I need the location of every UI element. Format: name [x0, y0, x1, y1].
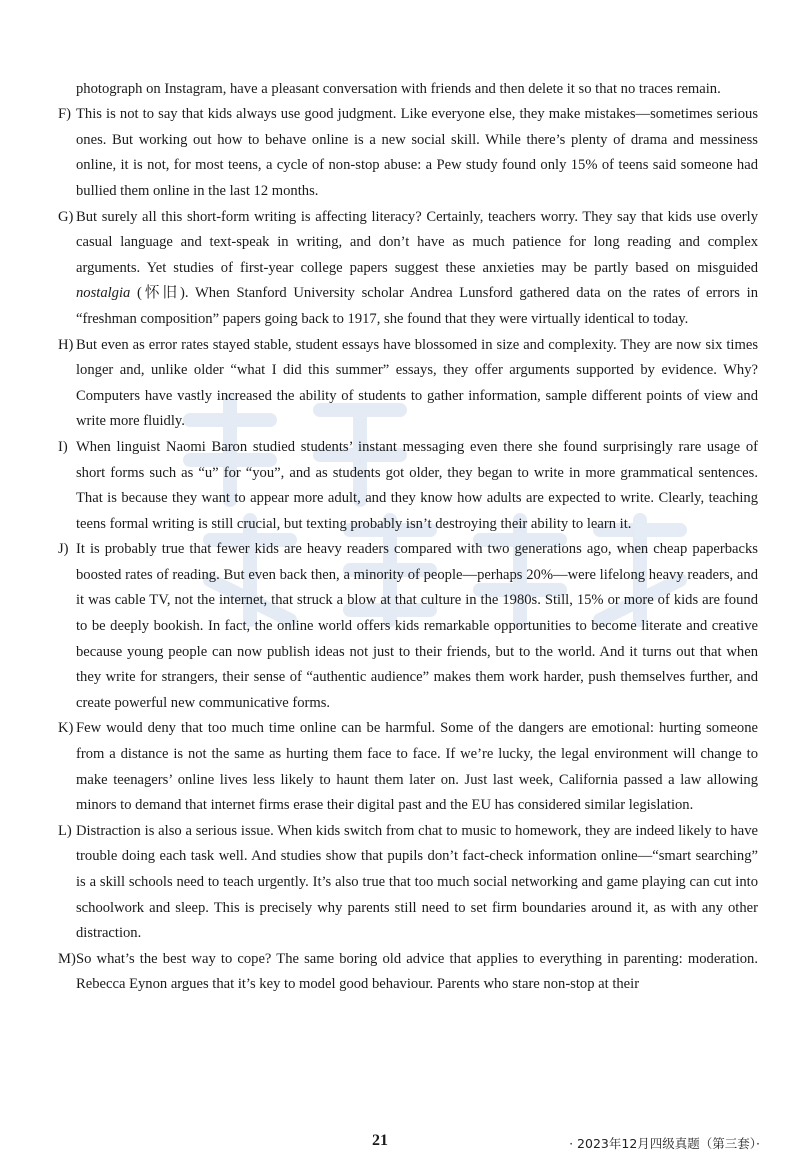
italic-word: nostalgia	[76, 285, 131, 302]
paragraph-letter: L)	[58, 822, 72, 839]
paragraph-text: When linguist Naomi Baron studied students’ instant messaging even there she found surprisingly rare usage of short forms such as “u” for “you”, and as students got older, they began to write in more grammatical sentences. That is because they want to appear more adult, and they know how adults are expected to write. Clearly, teaching teens formal writing is still crucial, but texting probably isn’t destroying their ability to learn it.	[76, 438, 758, 532]
paragraph-text	[76, 205, 758, 333]
paragraph-j	[58, 537, 758, 716]
paragraph-k	[58, 716, 758, 818]
paragraph-letter: J)	[58, 541, 69, 558]
paragraph-text: Few would deny that too much time online can be harmful. Some of the dangers are emotional: hurting someone from a distance is not the same as hurting them face to face. If we’re lucky, the legal environment will change to make teenagers’ online lives less likely to haunt them later on. Just last week, California passed a law allowing minors to demand that internet firms erase their digital past and the EU has considered similar legislation.	[76, 720, 758, 814]
paragraph-letter: I)	[58, 438, 68, 455]
paragraph-g	[58, 205, 758, 333]
paragraph-text: But even as error rates stayed stable, student essays have blossomed in size and complexity. They are now six times longer and, unlike older “what I did this summer” essays, they offer arguments supported by evidence. Why? Computers have vastly increased the ability of students to gather information, sample different points of view and write more fluidly.	[76, 336, 758, 430]
paragraph-text: So what’s the best way to cope? The same boring old advice that applies to everything in parenting: moderation. Rebecca Eynon argues that it’s key to model good behaviour. Parents who stare non-stop at their	[76, 950, 758, 993]
continued-paragraph: photograph on Instagram, have a pleasant conversation with friends and then delete it so that no traces remain.	[76, 80, 721, 97]
page-number: 21	[372, 1132, 388, 1149]
paragraph-text: This is not to say that kids always use good judgment. Like everyone else, they make mistakes—sometimes serious ones. But working out how to behave online is a new social skill. While there’s plenty of drama and messiness online, it is not, for most teens, a cycle of non-stop abuse: a Pew study found only 15% of teens said someone had bullied them online in the last 12 months.	[76, 106, 758, 199]
paragraph-letter: H)	[58, 336, 74, 353]
paragraph-letter: M)	[58, 950, 76, 967]
paragraph-text-part: (怀旧). When Stanford University scholar Andrea Lunsford gathered data on the rates of errors in “freshman composition” papers going back to 1917, she found that they were virtually identical to today.	[76, 285, 758, 327]
paragraph-letter: K)	[58, 720, 74, 737]
exam-source-label: · 2023年12月四级真题（第三套）·	[569, 1136, 760, 1151]
paragraph-f	[58, 102, 758, 204]
paragraph-text: It is probably true that fewer kids are heavy readers compared with two generations ago, when cheap paperbacks boosted rates of reading. But even back then, a minority of people—perhaps 20%—were lifelong heavy readers, and it was cable TV, not the internet, that struck a blow at that culture in the 1980s. Still, 15% or more of kids are found to be deeply bookish. In fact, the online world offers kids remarkable opportunities to become literate and creative because young people can now publish ideas not just to their friends, but to the world. And it turns out that when they write for strangers, their sense of “authentic audience” makes them work harder, push themselves further, and create powerful new communicative forms.	[76, 541, 758, 711]
paragraph-m	[58, 947, 758, 998]
paragraph-letter: G)	[58, 208, 74, 225]
paragraph-l	[58, 819, 758, 947]
article-body	[58, 62, 758, 998]
paragraph-i	[58, 435, 758, 537]
paragraph-text-part: But surely all this short-form writing is affecting literacy? Certainly, teachers worry. They say that kids use overly casual language and text-speak in writing, and don’t have as much patience for long reading and complex arguments. Yet studies of first-year college papers suggest these anxieties may be partly based on misguided	[76, 208, 758, 276]
paragraph-h	[58, 333, 758, 435]
paragraph-text: Distraction is also a serious issue. When kids switch from chat to music to homework, they are indeed likely to have trouble doing each task well. And studies show that pupils don’t fact-check information online—“smart searching” is a skill schools need to teach urgently. It’s also true that too much social networking and game playing can cut into schoolwork and sleep. This is precisely why parents still need to set firm boundaries around it, as with any other distraction.	[76, 822, 758, 942]
paragraph-letter: F)	[58, 106, 71, 123]
